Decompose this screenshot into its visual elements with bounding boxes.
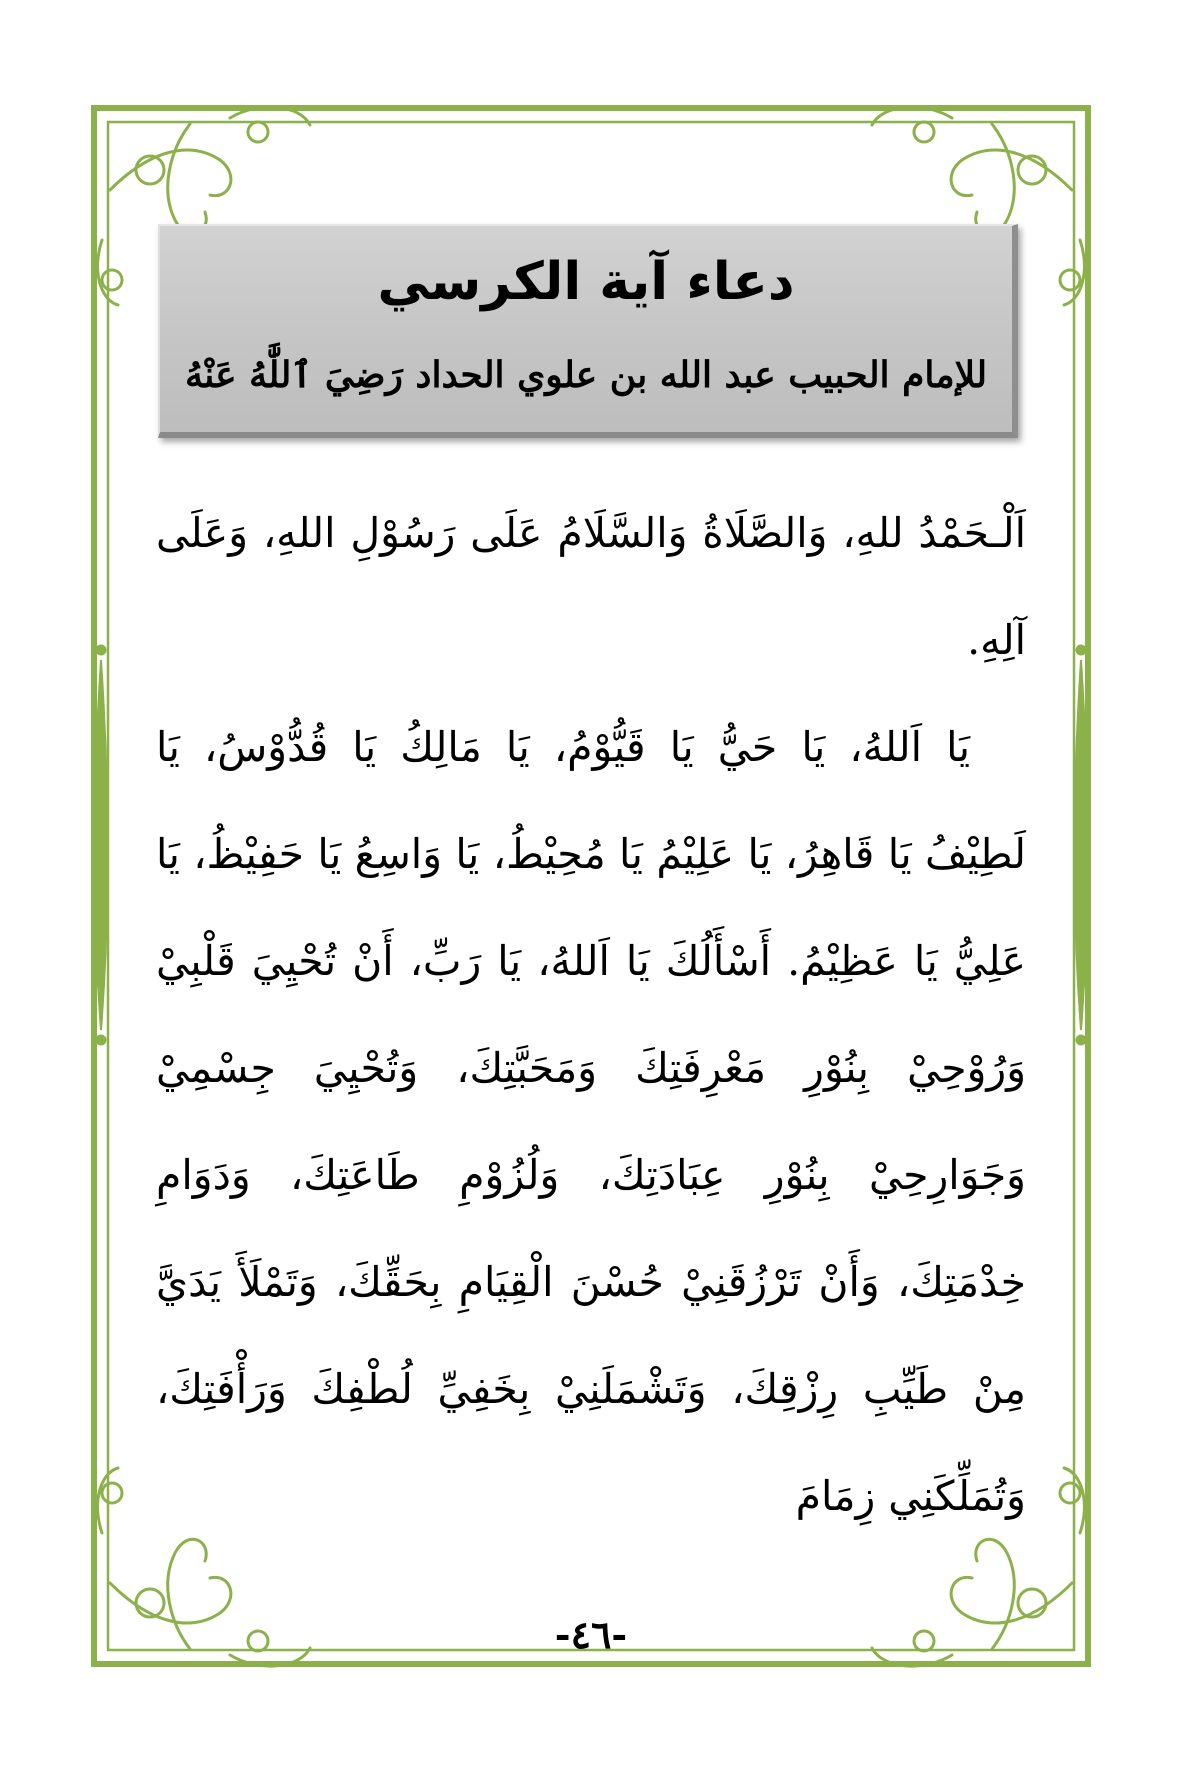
title-plaque (158, 224, 1018, 438)
paragraph-opening: اَلْـحَمْدُ للهِ، وَالصَّلَاةُ وَالسَّلَامُ عَلَى رَسُوْلِ اللهِ، وَعَلَى آلِهِ. (156, 509, 1026, 664)
prayer-text (156, 480, 1026, 1550)
page-subtitle: للإمام الحبيب عبد الله بن علوي الحداد رَضِيَ ٱللَّٰهُ عَنْهُ (184, 354, 988, 396)
page-title: دعاء آية الكرسي (377, 252, 795, 312)
paragraph-supplication: يَا اَللهُ، يَا حَيُّ يَا قَيُّوْمُ، يَا مَالِكُ يَا قُدُّوْسُ، يَا لَطِيْفُ يَا قَاهِرُ، يَا عَلِيْمُ يَا مُحِيْطُ، يَا وَاسِعُ يَا حَفِيْظُ، يَا عَلِيُّ يَا عَظِيْمُ. أَسْأَلُكَ يَا اَللهُ، يَا رَبِّ، أَنْ تُحْيِيَ قَلْبِيْ وَرُوْحِيْ بِنُوْرِ مَعْرِفَتِكَ وَمَحَبَّتِكَ، وَتُحْيِيَ جِسْمِيْ وَجَوَارِحِيْ بِنُوْرِ عِبَادَتِكَ، وَلُزُوْمِ طَاعَتِكَ، وَدَوَامِ خِدْمَتِكَ، وَأَنْ تَرْزُقَنِيْ حُسْنَ الْقِيَامِ بِحَقِّكَ، وَتَمْلَأَ يَدَيَّ مِنْ طَيِّبِ رِزْقِكَ، وَتَشْمَلَنِيْ بِخَفِيِّ لُطْفِكَ وَرَأْفَتِكَ، وَتُمَلِّكَنِي زِمَامَ (156, 723, 1026, 1520)
page-number: -٤٦- (554, 1612, 628, 1657)
